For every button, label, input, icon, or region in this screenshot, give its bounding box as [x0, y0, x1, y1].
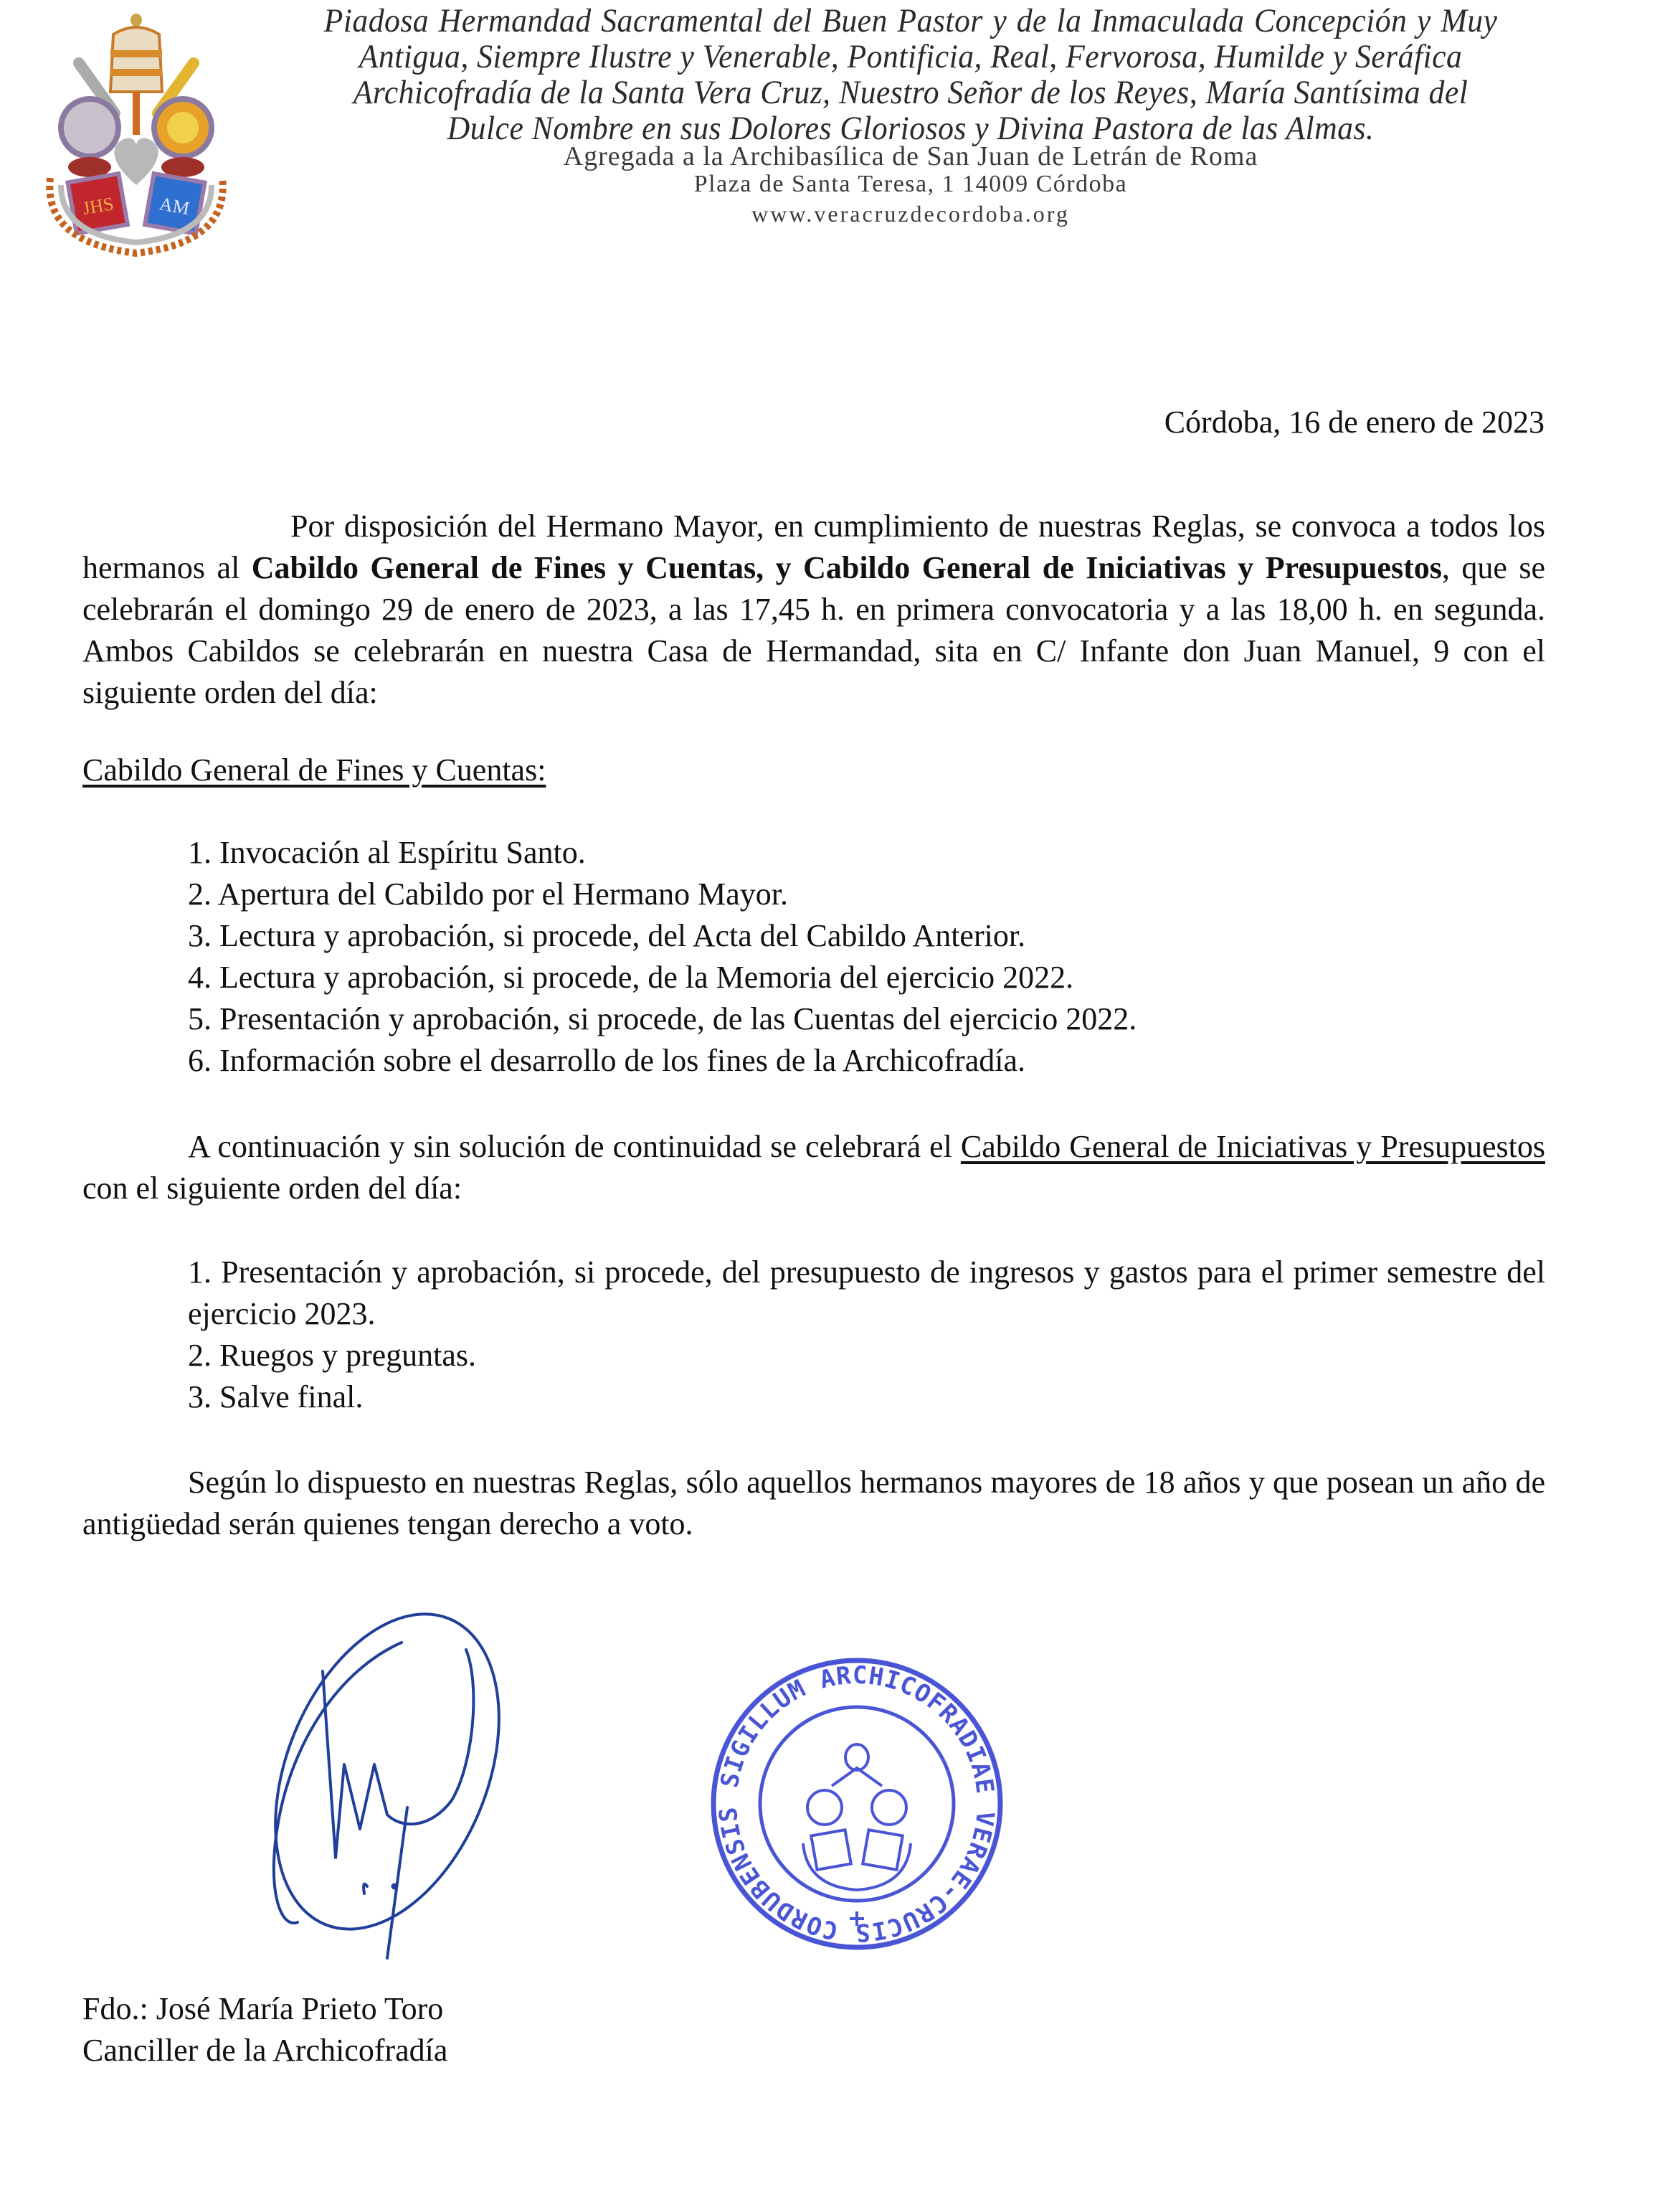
agenda-item: 6. Información sobre el desarrollo de los fines de la Archicofradía. [188, 1043, 1026, 1078]
section-2-agenda [188, 1252, 1545, 1418]
official-seal-stamp [706, 1650, 1007, 1958]
signer-role: Canciller de la Archicofradía [82, 2033, 448, 2068]
crest-jhs-label: JHS [80, 193, 115, 219]
agenda-item: 1. Presentación y aprobación, si procede, del presupuesto de ingresos y gastos para el primer semestre del ejercicio 2023. [188, 1254, 1545, 1331]
agenda-item: 2. Ruegos y preguntas. [188, 1338, 477, 1373]
website-link[interactable]: www.veracruzdecordoba.org [751, 201, 1070, 227]
voting-note-paragraph [82, 1462, 1545, 1545]
intro-text-2: , que se celebrarán el domingo 29 de enero de 2023, a las 17,45 h. en primera convocatoria y a las 18,00 h. en segunda. Ambos Cabildos se celebrarán en nuestra Casa de Hermandad, sita en C/ Infante don Juan Manuel, 9 con el siguiente orden del día: [82, 550, 1545, 710]
signed-by: Fdo.: José María Prieto Toro [82, 1991, 444, 2026]
agenda-item: 2. Apertura del Cabildo por el Hermano Mayor. [188, 876, 789, 912]
letter-date: Córdoba, 16 de enero de 2023 [1164, 405, 1545, 440]
brotherhood-full-title [324, 3, 1498, 146]
agenda-item: 3. Lectura y aprobación, si procede, del Acta del Cabildo Anterior. [188, 918, 1026, 953]
agenda-item: 5. Presentación y aprobación, si procede, de las Cuentas del ejercicio 2022. [188, 1001, 1137, 1036]
section-1-agenda [188, 832, 1137, 1082]
title-line-1: Piadosa Hermandad Sacramental del Buen Pastor y de la Inmaculada Concepción y Muy [323, 2, 1498, 39]
continuation-underlined-meeting: Cabildo General de Iniciativas y Presupuestos [960, 1129, 1545, 1164]
aggregation-line: Agregada a la Archibasílica de San Juan de Letrán de Roma [563, 141, 1258, 171]
continuation-paragraph [82, 1126, 1545, 1209]
continuation-text-2: con el siguiente orden del día: [82, 1171, 462, 1206]
address-line: Plaza de Santa Teresa, 1 14009 Córdoba [693, 171, 1128, 197]
intro-text-1: Por disposición del Hermano Mayor, en cumplimiento de nuestras Reglas, se convoca a todos los hermanos al [82, 509, 1545, 585]
continuation-text-1: A continuación y sin solución de continuidad se celebrará el [188, 1129, 961, 1164]
handwritten-signature [172, 1585, 545, 1987]
coat-of-arms-logo [29, 6, 244, 264]
agenda-item: 3. Salve final. [188, 1379, 364, 1414]
section-1-heading: Cabildo General de Fines y Cuentas: [82, 752, 546, 788]
svg-text:SIGILLUM ARCHICOFRADIAE VERAE-: SIGILLUM ARCHICOFRADIAE VERAE-CRUCIS CORDUBENSIS [713, 1660, 1000, 1947]
intro-bold-meetings: Cabildo General de Fines y Cuentas, y Cabildo General de Iniciativas y Presupuestos [251, 550, 1442, 585]
intro-paragraph [82, 506, 1545, 714]
voting-note-text: Según lo dispuesto en nuestras Reglas, sólo aquellos hermanos mayores de 18 años y que posean un año de antigüedad serán quienes tengan derecho a voto. [82, 1465, 1545, 1541]
title-line-2: Antigua, Siempre Ilustre y Venerable, Pontificia, Real, Fervorosa, Humilde y Seráfica [359, 38, 1463, 75]
agenda-item: 1. Invocación al Espíritu Santo. [188, 835, 586, 870]
title-line-3: Archicofradía de la Santa Vera Cruz, Nuestro Señor de los Reyes, María Santísima del [353, 74, 1469, 111]
crest-am-label: AM [158, 193, 191, 219]
agenda-item: 4. Lectura y aprobación, si procede, de la Memoria del ejercicio 2022. [188, 960, 1074, 995]
title-line-4: Dulce Nombre en sus Dolores Gloriosos y Divina Pastora de las Almas. [447, 110, 1375, 147]
